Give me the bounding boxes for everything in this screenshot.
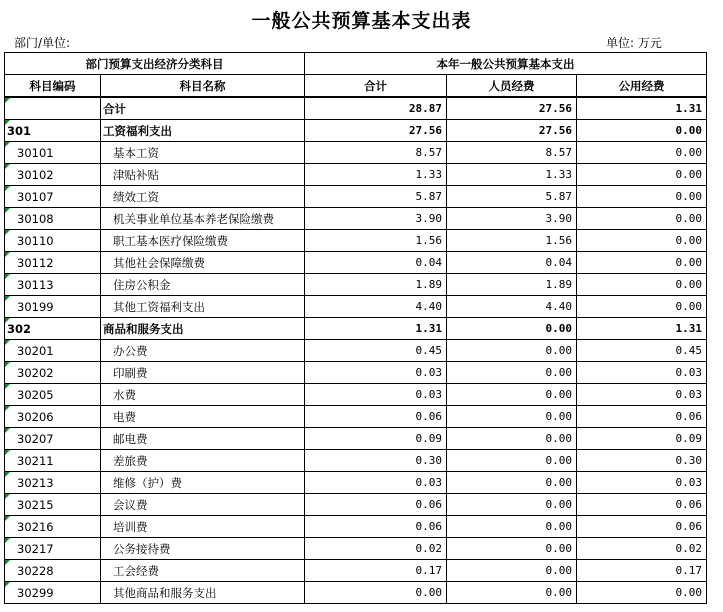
row-code: 30216 [5,516,101,538]
row-personnel: 27.56 [447,120,577,142]
row-name: 商品和服务支出 [101,318,305,340]
row-total: 8.57 [305,142,447,164]
table-row [5,164,707,186]
row-personnel: 0.00 [447,406,577,428]
row-public: 0.00 [577,120,707,142]
table-row [5,472,707,494]
row-code: 30207 [5,428,101,450]
row-personnel: 0.00 [447,494,577,516]
header-group-left: 部门预算支出经济分类科目 [5,53,305,75]
row-total: 0.06 [305,494,447,516]
header-group-right: 本年一般公共预算基本支出 [305,53,707,75]
row-public: 0.03 [577,362,707,384]
row-total: 27.56 [305,120,447,142]
table-row [5,494,707,516]
row-code: 30199 [5,296,101,318]
page-title: 一般公共预算基本支出表 [251,10,472,32]
row-code: 30206 [5,406,101,428]
table-row [5,318,707,340]
row-code: 30107 [5,186,101,208]
row-public: 0.00 [577,274,707,296]
row-total: 0.02 [305,538,447,560]
table-row [5,384,707,406]
row-total: 0.00 [305,582,447,604]
table-row [5,340,707,362]
row-name: 职工基本医疗保险缴费 [101,230,305,252]
row-total: 0.04 [305,252,447,274]
row-name: 培训费 [101,516,305,538]
table-row [5,97,707,120]
row-total: 1.56 [305,230,447,252]
table-row [5,252,707,274]
row-code: 30228 [5,560,101,582]
table-row [5,428,707,450]
row-name: 合计 [101,97,305,120]
row-code: 30211 [5,450,101,472]
unit-label: 单位: 万元 [606,36,662,50]
row-code: 302 [5,318,101,340]
row-public: 0.06 [577,516,707,538]
row-personnel: 1.56 [447,230,577,252]
row-code [5,97,101,120]
header-code: 科目编码 [5,75,101,98]
table-row [5,274,707,296]
row-personnel: 4.40 [447,296,577,318]
row-personnel: 0.00 [447,538,577,560]
row-personnel: 1.89 [447,274,577,296]
table-row [5,186,707,208]
table-row [5,406,707,428]
row-total: 28.87 [305,97,447,120]
row-personnel: 0.00 [447,340,577,362]
row-personnel: 0.00 [447,318,577,340]
table-row [5,538,707,560]
row-personnel: 0.00 [447,516,577,538]
row-public: 0.00 [577,296,707,318]
row-total: 1.33 [305,164,447,186]
row-code: 30113 [5,274,101,296]
row-public: 1.31 [577,97,707,120]
row-public: 0.00 [577,164,707,186]
row-code: 30215 [5,494,101,516]
row-code: 30110 [5,230,101,252]
row-public: 0.03 [577,384,707,406]
row-code: 301 [5,120,101,142]
row-total: 0.09 [305,428,447,450]
row-personnel: 0.00 [447,362,577,384]
row-public: 0.17 [577,560,707,582]
row-code: 30108 [5,208,101,230]
row-name: 维修（护）费 [101,472,305,494]
row-public: 0.00 [577,142,707,164]
row-name: 住房公积金 [101,274,305,296]
row-name: 机关事业单位基本养老保险缴费 [101,208,305,230]
row-total: 1.31 [305,318,447,340]
row-name: 绩效工资 [101,186,305,208]
table-row [5,230,707,252]
header-public: 公用经费 [577,75,707,98]
row-code: 30102 [5,164,101,186]
row-code: 30217 [5,538,101,560]
row-name: 公务接待费 [101,538,305,560]
table-row [5,208,707,230]
table-row [5,516,707,538]
table-row [5,450,707,472]
row-total: 0.06 [305,516,447,538]
row-personnel: 0.00 [447,384,577,406]
row-name: 邮电费 [101,428,305,450]
row-public: 0.00 [577,186,707,208]
row-personnel: 0.00 [447,450,577,472]
header-personnel: 人员经费 [447,75,577,98]
row-code: 30201 [5,340,101,362]
row-total: 4.40 [305,296,447,318]
row-total: 3.90 [305,208,447,230]
row-public: 0.45 [577,340,707,362]
table-row [5,582,707,604]
row-name: 电费 [101,406,305,428]
row-name: 工会经费 [101,560,305,582]
row-public: 0.30 [577,450,707,472]
header-column-row [5,75,707,98]
row-public: 0.03 [577,472,707,494]
row-name: 其他商品和服务支出 [101,582,305,604]
row-public: 0.02 [577,538,707,560]
row-personnel: 5.87 [447,186,577,208]
row-public: 0.06 [577,494,707,516]
department-label: 部门/单位: [14,36,71,50]
row-public: 0.00 [577,208,707,230]
row-code: 30202 [5,362,101,384]
table-row [5,296,707,318]
row-name: 差旅费 [101,450,305,472]
row-personnel: 0.00 [447,472,577,494]
row-personnel: 0.00 [447,428,577,450]
row-total: 0.03 [305,362,447,384]
row-code: 30299 [5,582,101,604]
row-total: 0.03 [305,472,447,494]
table-row [5,362,707,384]
row-name: 水费 [101,384,305,406]
row-code: 30213 [5,472,101,494]
table-row [5,120,707,142]
budget-table [4,52,707,604]
row-name: 其他社会保障缴费 [101,252,305,274]
row-code: 30112 [5,252,101,274]
row-public: 0.00 [577,582,707,604]
row-public: 0.06 [577,406,707,428]
row-total: 0.03 [305,384,447,406]
row-total: 0.30 [305,450,447,472]
row-name: 其他工资福利支出 [101,296,305,318]
row-personnel: 8.57 [447,142,577,164]
row-public: 0.00 [577,230,707,252]
row-personnel: 0.00 [447,560,577,582]
row-public: 1.31 [577,318,707,340]
row-name: 工资福利支出 [101,120,305,142]
row-personnel: 1.33 [447,164,577,186]
header-total: 合计 [305,75,447,98]
row-total: 0.06 [305,406,447,428]
row-personnel: 3.90 [447,208,577,230]
header-group-row [5,53,707,75]
row-name: 办公费 [101,340,305,362]
row-name: 印刷费 [101,362,305,384]
row-name: 津贴补贴 [101,164,305,186]
row-code: 30205 [5,384,101,406]
table-row [5,560,707,582]
row-total: 0.45 [305,340,447,362]
row-personnel: 0.00 [447,582,577,604]
row-total: 0.17 [305,560,447,582]
header-name: 科目名称 [101,75,305,98]
row-name: 基本工资 [101,142,305,164]
row-total: 1.89 [305,274,447,296]
row-public: 0.00 [577,252,707,274]
row-code: 30101 [5,142,101,164]
row-personnel: 27.56 [447,97,577,120]
table-row [5,142,707,164]
row-total: 5.87 [305,186,447,208]
row-name: 会议费 [101,494,305,516]
row-personnel: 0.04 [447,252,577,274]
row-public: 0.09 [577,428,707,450]
